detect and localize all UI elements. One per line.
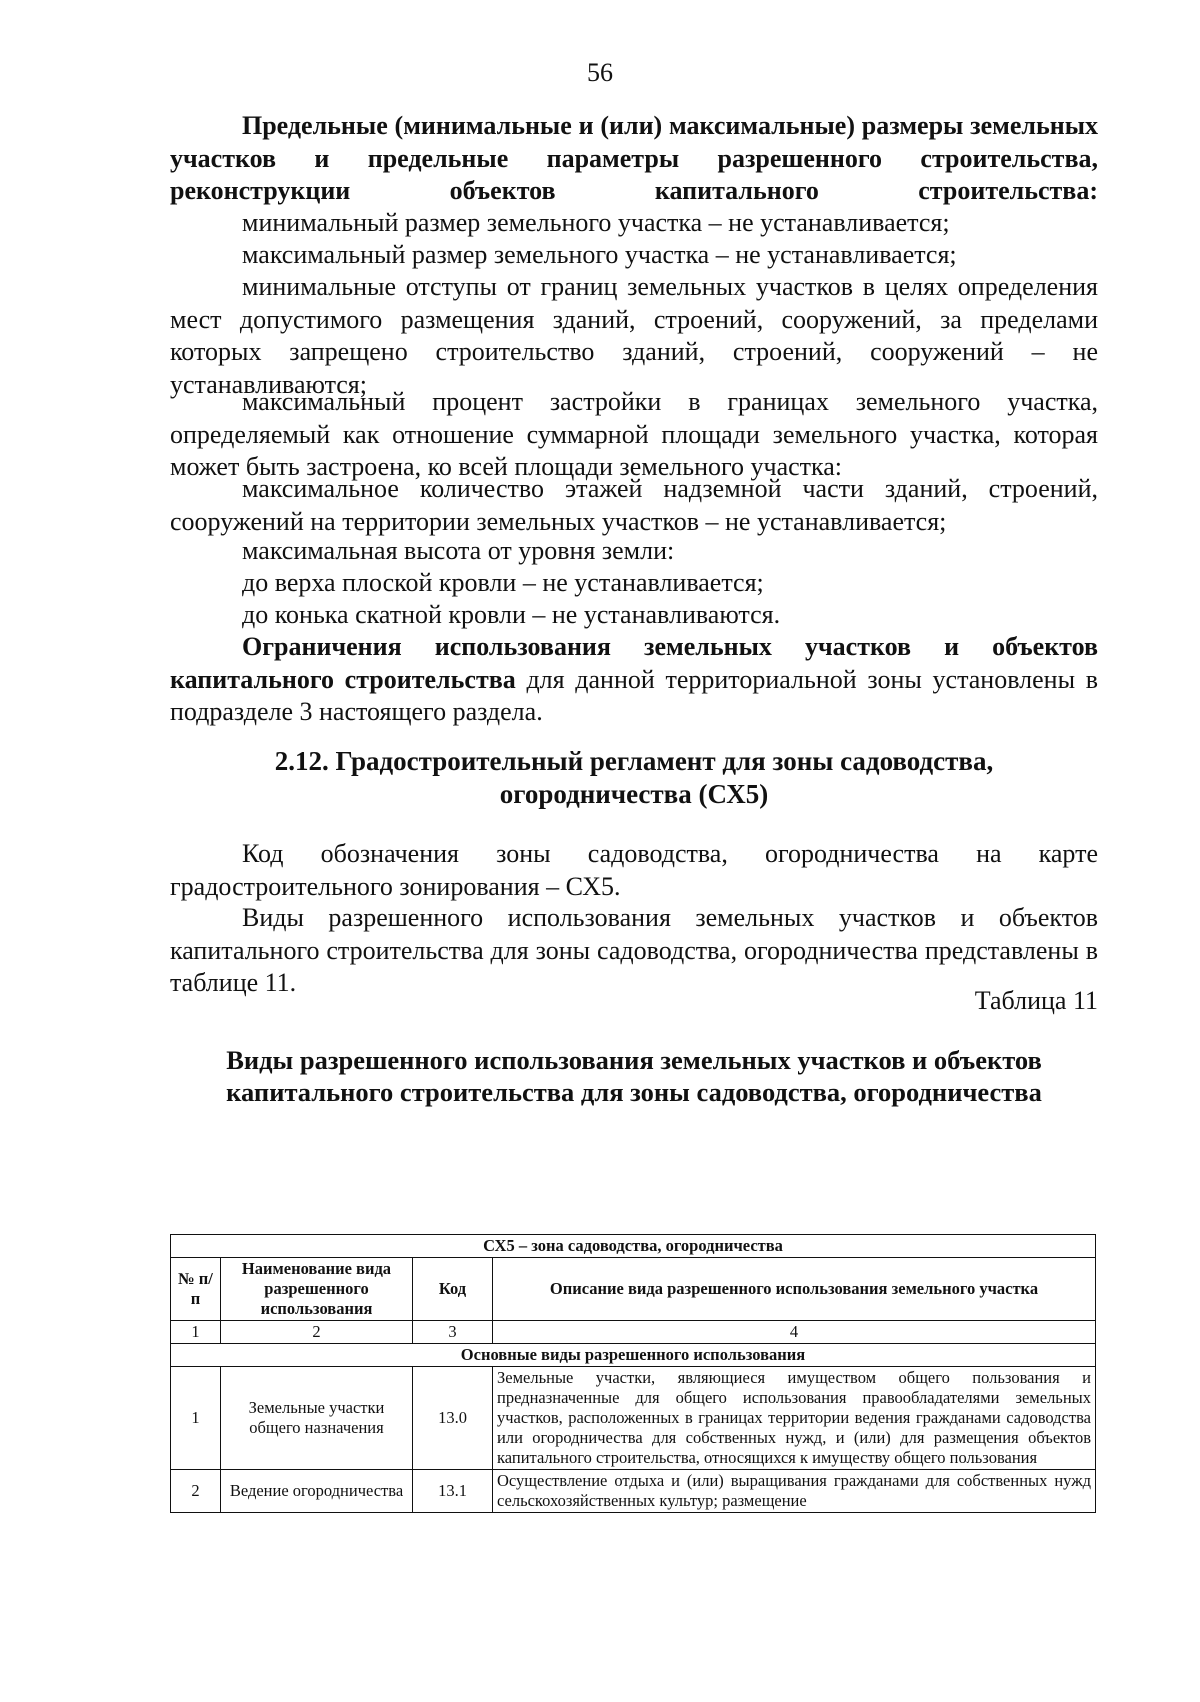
paragraph-height: максимальная высота от уровня земли: — [242, 536, 675, 565]
zone-header-row — [171, 1235, 1096, 1258]
section-title-line-1: 2.12. Градостроительный регламент для зоны садоводства, — [274, 746, 994, 776]
row-name: Ведение огородничества — [221, 1470, 413, 1513]
paragraph-flat-roof: до верха плоской кровли – не устанавливается; — [242, 568, 764, 597]
row-num: 2 — [171, 1470, 221, 1513]
group-header-row — [171, 1344, 1096, 1367]
row-desc: Земельные участки, являющиеся имуществом общего пользования и предназначенные для общего использования правообладателями земельных участков, расположенных в границах территории ведения гражданами садоводства или огородничества для собственных нужд, и (или) для размещения объектов капитального строительства, относящихся к имуществу общего пользования — [493, 1367, 1096, 1470]
permitted-use-table — [170, 1234, 1096, 1513]
table-title-line-1: Виды разрешенного использования земельных участков и объектов — [226, 1045, 1042, 1075]
group-header: Основные виды разрешенного использования — [171, 1344, 1096, 1367]
table-title-line-2: капитального строительства для зоны садоводства, огородничества — [226, 1077, 1042, 1107]
column-header-row — [171, 1258, 1096, 1321]
index-row — [171, 1321, 1096, 1344]
col-name-header: Наименование вида разрешенного использования — [221, 1258, 413, 1321]
paragraph-setbacks: минимальные отступы от границ земельных участков в целях определения мест допустимого размещения зданий, строений, сооружений, за пределами которых запрещено строительство зданий, строений, сооружений – не устанавливаются; — [170, 272, 1098, 399]
paragraph-build-percent: максимальный процент застройки в границах земельного участка, определяемый как отношение суммарной площади земельного участка, которая может быть застроена, ко всей площади земельного участка: — [170, 387, 1098, 481]
row-desc: Осуществление отдыха и (или) выращивания гражданами для собственных нужд сельскохозяйственных культур; размещение — [493, 1470, 1096, 1513]
index-cell: 4 — [493, 1321, 1096, 1344]
restrictions-bold: Ограничения использования земельных участков и объектов капитального строительства — [170, 632, 1098, 694]
paragraph-floors: максимальное количество этажей надземной части зданий, строений, сооружений на территории земельных участков – не устанавливается; — [170, 474, 1098, 536]
row-num: 1 — [171, 1367, 221, 1470]
paragraph-table-ref: Виды разрешенного использования земельных участков и объектов капитального строительства для зоны садоводства, огородничества представлены в таблице 11. — [170, 903, 1098, 997]
table-label: Таблица 11 — [974, 986, 1098, 1015]
page-number: 56 — [587, 58, 613, 87]
row-name: Земельные участки общего назначения — [221, 1367, 413, 1470]
col-num-header: № п/п — [171, 1258, 221, 1321]
table-row — [171, 1367, 1096, 1470]
paragraph-pitched-roof: до конька скатной кровли – не устанавливаются. — [242, 600, 781, 629]
index-cell: 2 — [221, 1321, 413, 1344]
index-cell: 1 — [171, 1321, 221, 1344]
paragraph-max-size: максимальный размер земельного участка – не устанавливается; — [242, 240, 957, 269]
limits-heading: Предельные (минимальные и (или) максимальные) размеры земельных участков и предельные параметры разрешенного строительства, реконструкции объектов капитального строительства: — [170, 111, 1098, 205]
row-code: 13.1 — [413, 1470, 493, 1513]
col-code-header: Код — [413, 1258, 493, 1321]
table-row — [171, 1470, 1096, 1513]
index-cell: 3 — [413, 1321, 493, 1344]
paragraph-min-size: минимальный размер земельного участка – не устанавливается; — [242, 208, 950, 237]
paragraph-restrictions — [170, 631, 1098, 729]
restrictions-rest: для данной территориальной зоны установлены в подразделе 3 настоящего раздела. — [170, 664, 1098, 726]
paragraph-zone-code: Код обозначения зоны садоводства, огородничества на карте градостроительного зонирования – СХ5. — [170, 839, 1098, 901]
col-desc-header: Описание вида разрешенного использования земельного участка — [493, 1258, 1096, 1321]
zone-header: СХ5 – зона садоводства, огородничества — [171, 1235, 1096, 1258]
section-title-line-2: огородничества (СХ5) — [499, 779, 769, 809]
row-code: 13.0 — [413, 1367, 493, 1470]
